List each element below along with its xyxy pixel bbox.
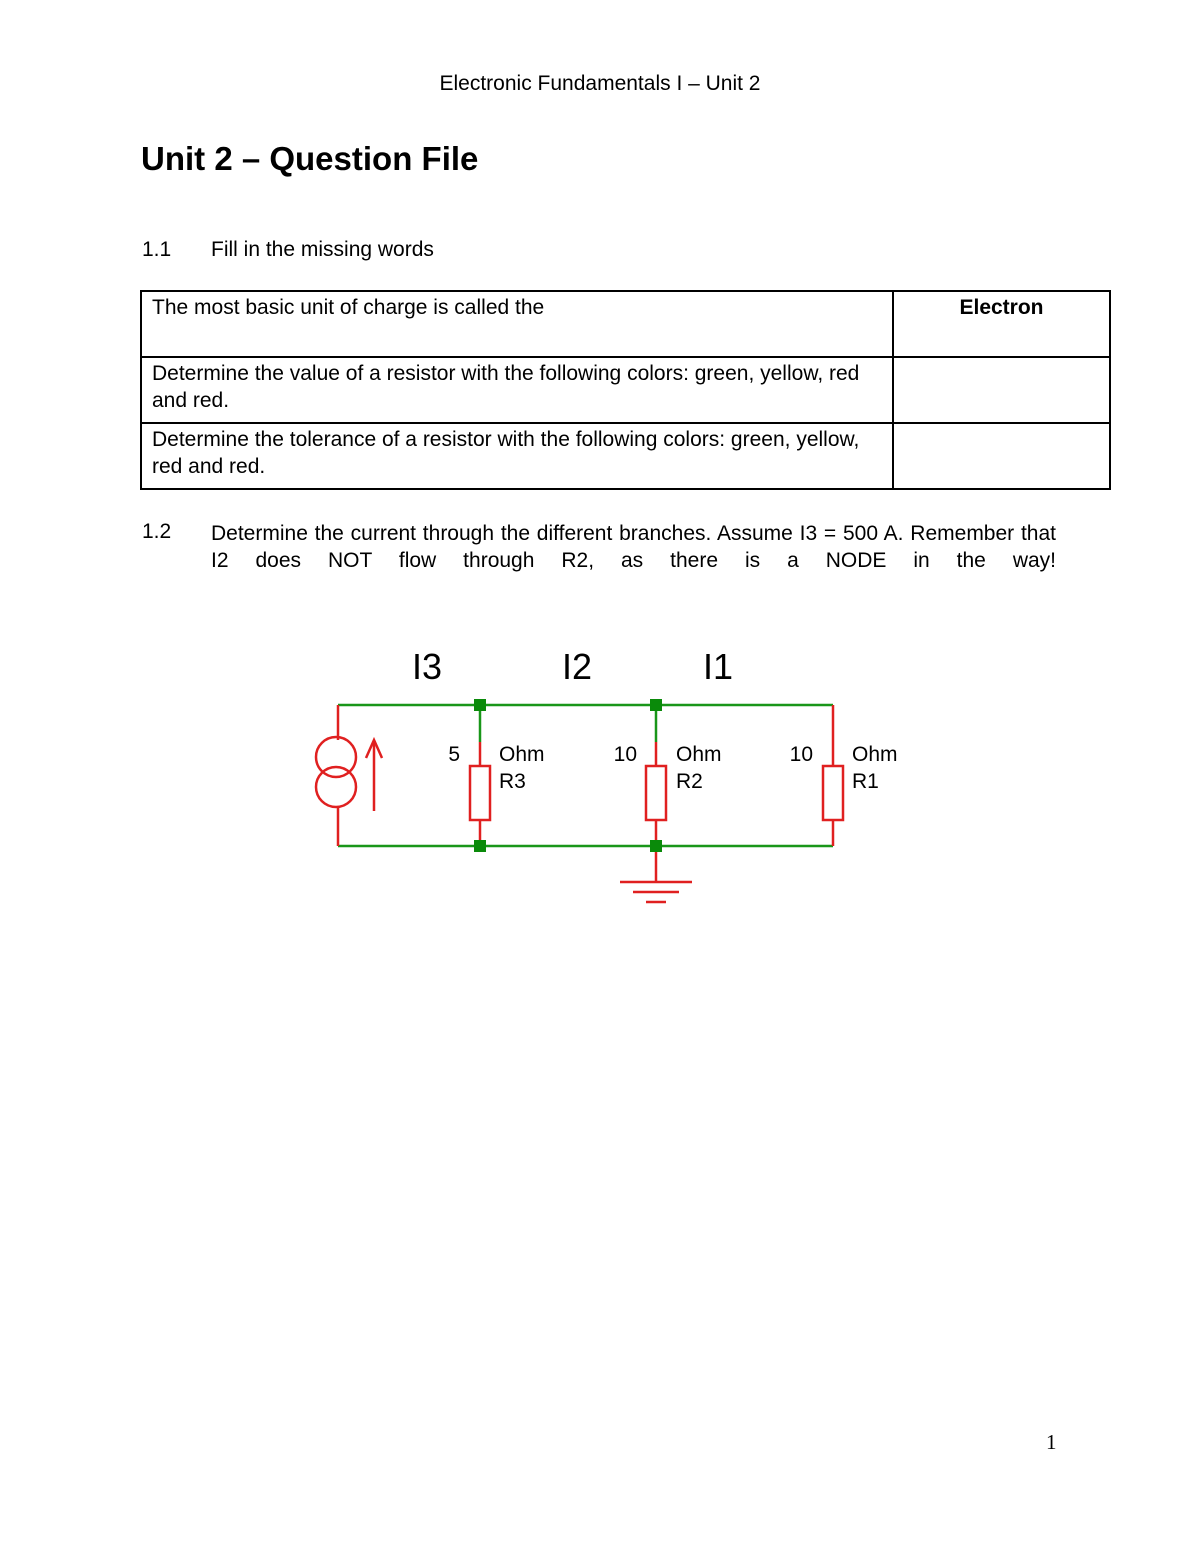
node-top-r2 — [650, 699, 662, 711]
circuit-components — [316, 705, 843, 902]
r2-name-label: R2 — [676, 770, 703, 793]
table-question-cell: Determine the value of a resistor with the following colors: green, yellow, red and red. — [141, 357, 893, 423]
page-title: Unit 2 – Question File — [141, 140, 479, 177]
r3-name-label: R3 — [499, 770, 526, 793]
table-question-cell: The most basic unit of charge is called the — [141, 291, 893, 357]
current-label-i3: I3 — [412, 646, 443, 687]
node-top-r3 — [474, 699, 486, 711]
r2-body — [646, 766, 666, 820]
question-1-number: 1.1 — [142, 238, 172, 261]
table-answer-cell: Electron — [893, 291, 1110, 357]
page-number: 1 — [1046, 1430, 1057, 1454]
r3-body — [470, 766, 490, 820]
r1-body — [823, 766, 843, 820]
question-1-text: Fill in the missing words — [211, 238, 434, 261]
running-header: Electronic Fundamentals I – Unit 2 — [439, 72, 761, 95]
r2-unit-label: Ohm — [676, 743, 722, 766]
current-label-i2: I2 — [562, 646, 593, 687]
current-label-i1: I1 — [703, 646, 734, 687]
source-circle-upper — [316, 737, 356, 777]
table-question-cell: Determine the tolerance of a resistor with the following colors: green, yellow, red and red. — [141, 423, 893, 489]
question-2-number: 1.2 — [142, 520, 172, 543]
r3-value-label: 5 — [448, 743, 460, 766]
r1-unit-label: Ohm — [852, 743, 898, 766]
question-2-line-1: Determine the current through the different branches. Assume I3 = 500 A. — [211, 522, 904, 545]
r3-unit-label: Ohm — [499, 743, 545, 766]
r1-name-label: R1 — [852, 770, 879, 793]
question-2-line-2: Remember that I2 does NOT flow through R2, as there is a NODE in the way! — [211, 522, 1056, 572]
r2-value-label: 10 — [613, 743, 637, 766]
circuit-wires — [338, 705, 833, 846]
node-bottom-r3 — [474, 840, 486, 852]
r1-value-label: 10 — [789, 743, 813, 766]
node-bottom-r2 — [650, 840, 662, 852]
source-circle-lower — [316, 767, 356, 807]
